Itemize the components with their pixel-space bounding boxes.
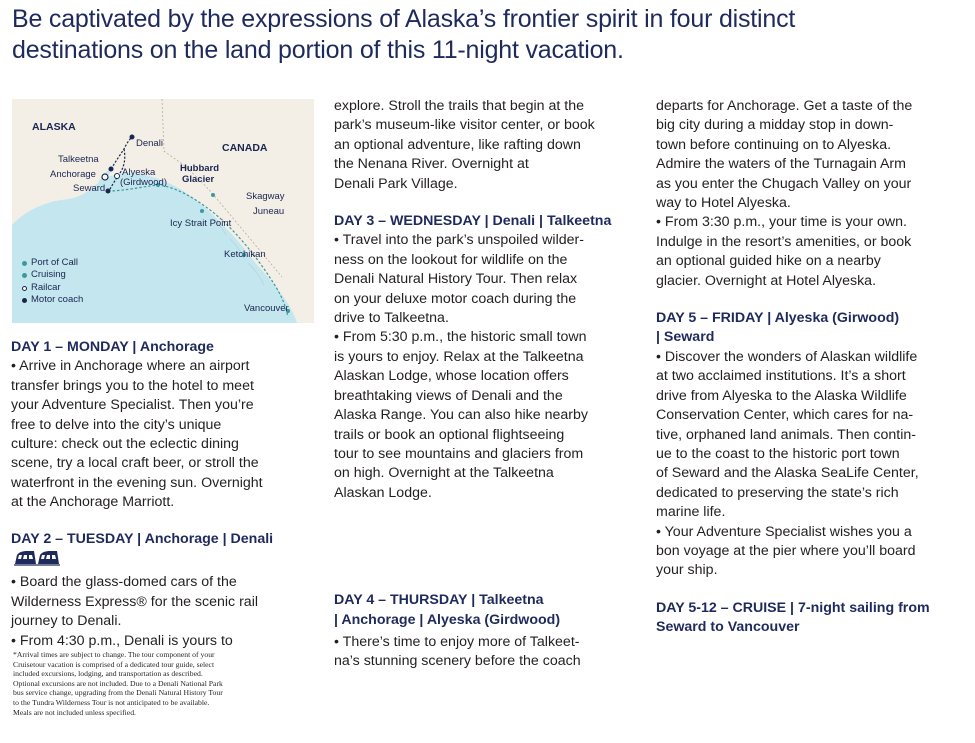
map-label-skagway: Skagway (246, 191, 285, 202)
map-label-hubbard-1: Hubbard (180, 163, 220, 174)
page-headline (12, 4, 962, 66)
railcar-icon (13, 549, 61, 573)
map-label-hubbard-2: Glacier (182, 174, 215, 185)
map-label-icy-strait: Icy Strait Point (170, 218, 232, 229)
day-5-heading: DAY 5 – FRIDAY | Alyeska (Girwood) | Seward (656, 310, 900, 346)
legend-cruising: Cruising (22, 269, 83, 281)
day-4-body-continued: departs for Anchorage. Get a taste of the big city during a midday stop in down- town before continuing on to Alyeska. Admire the waters of the Turnagain Arm as you enter the Chugach Valley on your way to Hotel Alyeska. • From 3:30 p.m., your time is your own. Indulge in the resort’s amenities, or book an optional guided hike on a nearby glacier. Overnight at Hotel Alyeska. (656, 98, 913, 289)
railcar-circle-icon (22, 286, 27, 291)
day-2-heading: DAY 2 – TUESDAY | Anchorage | Denali (11, 530, 311, 574)
map-label-girdwood: (Girdwood) (120, 177, 167, 188)
map-label-alaska: ALASKA (32, 121, 76, 133)
map-label-vancouver: Vancouver (244, 303, 289, 314)
map-label-denali: Denali (136, 138, 163, 149)
day-5-12-heading: DAY 5-12 – CRUISE | 7-night sailing from Seward to Vancouver (656, 599, 930, 636)
map-label-talkeetna: Talkeetna (58, 154, 99, 165)
map-label-juneau: Juneau (253, 206, 285, 217)
legend-motor: Motor coach (22, 294, 83, 306)
day-1-heading: DAY 1 – MONDAY | Anchorage (11, 339, 214, 355)
column-2 (334, 97, 639, 672)
day-2-body: • Board the glass-domed cars of the Wilderness Express® for the scenic rail journey to Denali. • From 4:30 p.m., Denali is yours to (11, 574, 258, 649)
day-1-body: • Arrive in Anchorage where an airport transfer brings you to the hotel to meet your Adventure Specialist. Then you’re free to delve into the city’s unique culture: check out the eclectic dining scene, try a local craft beer, or stroll the waterfront in the evening sun. Overnight at the Anchorage Marriott. (11, 358, 263, 511)
column-3 (656, 97, 961, 638)
cruising-dot-icon (22, 273, 27, 278)
day-4-body: • There’s time to enjoy more of Talkeet- na’s stunning scenery before the coach (334, 633, 581, 670)
fine-print-disclaimer: *Arrival times are subject to change. The tour component of your Cruisetour vacation is comprised of a dedicated tour guide, select included excursions, lodging, and transportation as described. Optional excursions are not included. Due to a Denali National Park bus service change, upgrading from the Denali Natural History Tour to the Tundra Wilderness Tour is not anticipated to be available. Meals are not included unless specified. (13, 650, 223, 717)
headline-line-1: Be captivated by the expressions of Alaska’s frontier spirit in four distinct (12, 5, 796, 33)
map-label-seward: Seward (73, 183, 106, 194)
legend-port: Port of Call (22, 257, 83, 269)
column-1 (11, 338, 311, 651)
route-map (12, 99, 314, 323)
map-legend (22, 257, 83, 307)
day-5-body: • Discover the wonders of Alaskan wildlife at two acclaimed institutions. It’s a short drive from Alyeska to the Alaska Wildlife Conservation Center, which cares for na- tive, orphaned land animals. Then contin- ue to the coast to the historic port town of Seward and the Alaska SeaLife Center, dedicated to preserving the state’s rich marine life. • Your Adventure Specialist wishes you a bon voyage at the pier where you’ll board your ship. (656, 348, 919, 579)
headline-line-2: destinations on the land portion of this 11-night vacation. (12, 36, 624, 64)
day-3-heading: DAY 3 – WEDNESDAY | Denali | Talkeetna (334, 213, 612, 230)
day-2-body-continued: explore. Stroll the trails that begin at the park’s museum-like visitor center, or book an optional adventure, like rafting down the Nenana River. Overnight at Denali Park Village. (334, 98, 595, 192)
map-label-canada: CANADA (222, 142, 268, 154)
port-dot-icon (22, 261, 27, 266)
map-label-anchorage: Anchorage (50, 169, 96, 180)
legend-railcar: Railcar (22, 282, 83, 294)
map-label-ketchikan: Ketchikan (224, 249, 266, 260)
day-3-body: • Travel into the park’s unspoiled wilder- ness on the lookout for wildlife on the Denali Natural History Tour. Then relax on your deluxe motor coach during the drive to Talkeetna. • From 5:30 p.m., the historic small town is yours to enjoy. Relax at the Talkeetna Alaskan Lodge, whose location offers breathtaking views of Denali and the Alaska Range. You can also hike nearby trails or book an optional flightseeing tour to see mountains and glaciers from on high. Overnight at the Talkeetna Alaskan Lodge. (334, 232, 588, 501)
map-label-alyeska: Alyeska (122, 167, 156, 178)
motor-dot-icon (22, 298, 27, 303)
day-4-heading: DAY 4 – THURSDAY | Talkeetna | Anchorage | Alyeska (Girdwood) (334, 592, 561, 628)
